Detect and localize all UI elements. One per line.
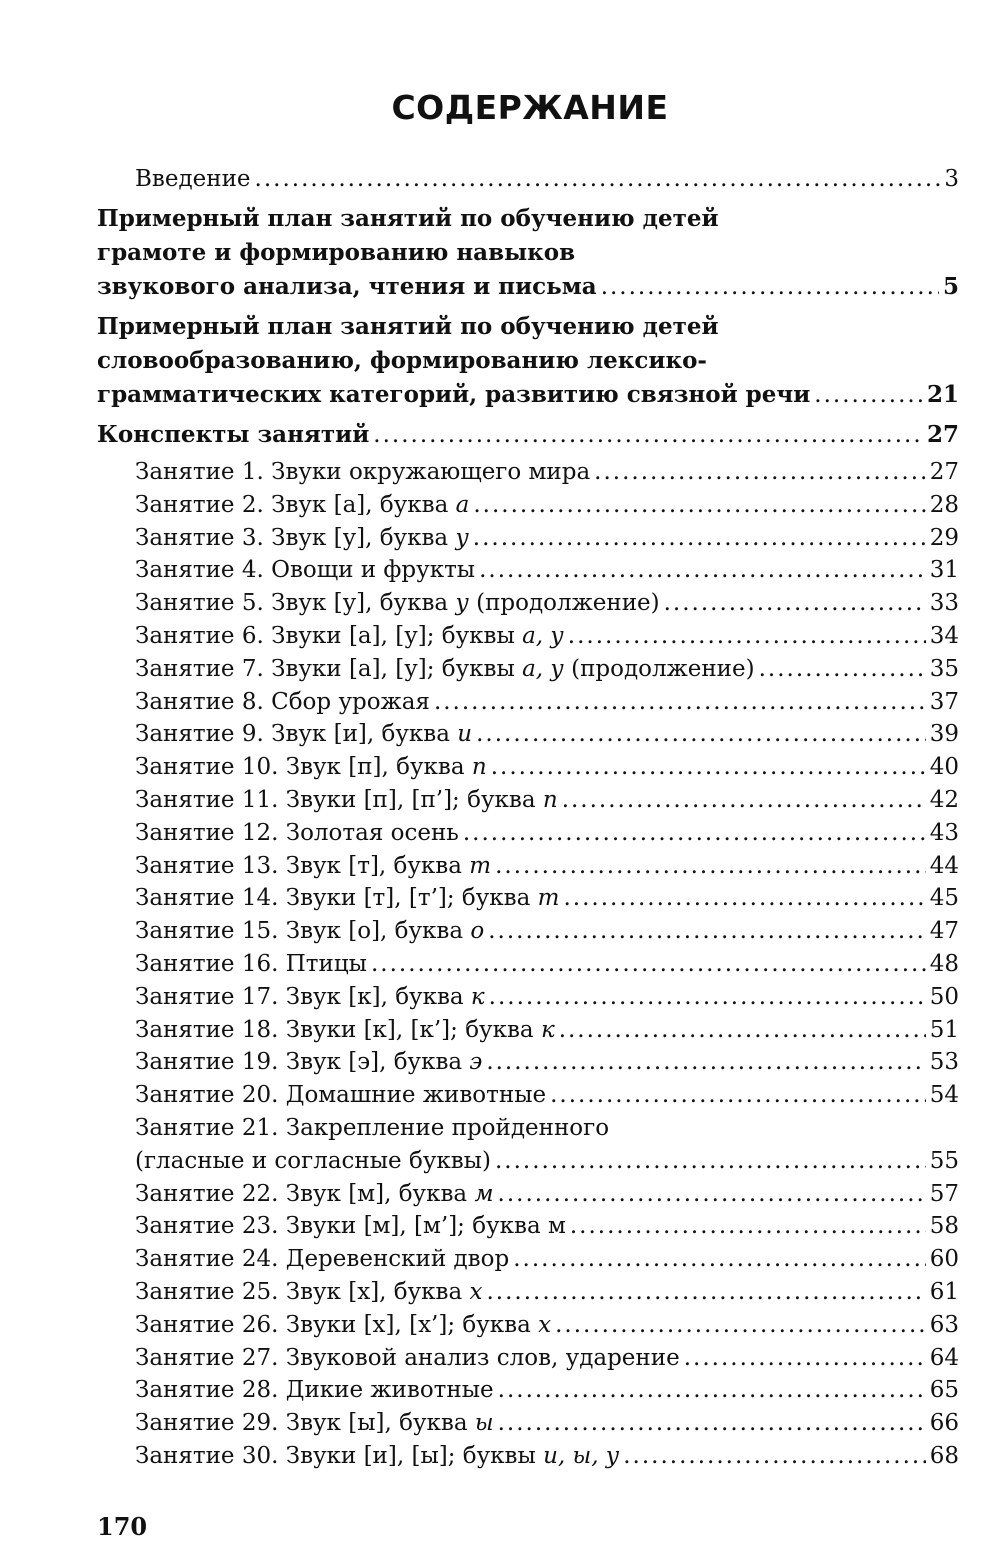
toc-entry-text xyxy=(135,1046,482,1079)
toc-entry-label: Занятие 10. Звук [п], буква xyxy=(135,754,472,781)
toc-entry-last-line xyxy=(135,1210,959,1243)
toc-entry-label: Занятие 15. Звук [о], буква xyxy=(135,918,471,945)
toc-entry-label: Занятие 6. Звуки [а], [у]; буквы xyxy=(135,622,523,649)
dot-leader xyxy=(491,751,926,784)
dot-leader xyxy=(486,1046,925,1079)
toc-page-number: 3 xyxy=(944,166,959,192)
toc-entry-text xyxy=(135,1145,491,1178)
toc-entry-last-line xyxy=(135,1342,959,1375)
toc-entry[interactable] xyxy=(97,1210,959,1243)
dot-leader xyxy=(489,981,926,1014)
toc-entry[interactable] xyxy=(97,1407,959,1440)
toc-entry-label: Занятие 11. Звуки [п], [п’]; буква xyxy=(135,786,543,813)
toc-entry-last-line xyxy=(97,270,959,304)
toc-page-number: 45 xyxy=(929,885,959,912)
dot-leader xyxy=(495,850,926,883)
toc-entry-last-line xyxy=(135,915,959,948)
dot-leader xyxy=(562,784,926,817)
toc-entry-last-line xyxy=(135,1178,959,1211)
toc-entry[interactable] xyxy=(97,915,959,948)
dot-leader xyxy=(479,554,926,587)
toc-entry-text xyxy=(135,1407,494,1440)
dot-leader xyxy=(488,915,925,948)
toc-entry-suffix: (продолжение) xyxy=(468,590,660,617)
toc-entry-last-line xyxy=(135,489,959,522)
toc-entry[interactable] xyxy=(97,981,959,1014)
toc-entry-text xyxy=(135,162,251,196)
toc-page-number: 55 xyxy=(929,1147,959,1174)
dot-leader xyxy=(498,1178,926,1211)
toc-entry-letter: у xyxy=(455,524,469,551)
dot-leader xyxy=(550,1079,926,1112)
toc-entry[interactable] xyxy=(97,784,959,817)
toc-entry-line: Занятие 21. Закрепление пройденного xyxy=(135,1114,610,1141)
toc-page-number: 21 xyxy=(926,381,959,408)
dot-leader xyxy=(434,686,926,719)
toc-entry-text xyxy=(135,1178,494,1211)
toc-entry-text xyxy=(135,456,590,489)
toc-page-number: 35 xyxy=(929,655,959,682)
toc-entry-letter: ы xyxy=(474,1410,494,1437)
table-of-contents xyxy=(97,162,959,1473)
toc-entry-label: Занятие 2. Звук [а], буква xyxy=(135,491,456,518)
toc-entry-letter: м xyxy=(474,1180,494,1207)
toc-page-number: 40 xyxy=(929,754,959,781)
toc-entry-last-line xyxy=(135,1014,959,1047)
toc-entry-last-line xyxy=(135,1374,959,1407)
toc-entry[interactable] xyxy=(97,1112,959,1178)
toc-entry-letter: х xyxy=(538,1311,552,1338)
toc-entry-text xyxy=(135,686,430,719)
toc-page-number: 47 xyxy=(929,918,959,945)
toc-entry-label: Занятие 19. Звук [э], буква xyxy=(135,1049,470,1076)
toc-entry-last-line xyxy=(135,1309,959,1342)
toc-entry-label: Занятие 22. Звук [м], буква xyxy=(135,1180,475,1207)
toc-entry-letter: х xyxy=(469,1278,483,1305)
toc-entry[interactable] xyxy=(97,718,959,751)
toc-entry-label: Занятие 29. Звук [ы], буква xyxy=(135,1410,475,1437)
toc-entry-last-line xyxy=(135,948,959,981)
dot-leader xyxy=(759,653,926,686)
dot-leader xyxy=(473,489,925,522)
toc-entry-label: Занятие 14. Звуки [т], [т’]; буква xyxy=(135,885,538,912)
toc-entry[interactable] xyxy=(97,587,959,620)
dot-leader xyxy=(601,270,939,304)
dot-leader xyxy=(623,1440,925,1473)
toc-page-number: 64 xyxy=(929,1344,959,1371)
toc-entry-label: Занятие 3. Звук [у], буква xyxy=(135,524,456,551)
dot-leader xyxy=(498,1374,926,1407)
toc-entry-text xyxy=(135,1374,494,1407)
toc-entry-last-line xyxy=(135,1440,959,1473)
toc-entry-letter: к xyxy=(470,983,485,1010)
toc-entry[interactable] xyxy=(97,850,959,883)
toc-entry-label: Занятие 12. Золотая осень xyxy=(135,819,459,846)
toc-entry-label: Занятие 27. Звуковой анализ слов, ударение xyxy=(135,1344,680,1371)
toc-entry[interactable] xyxy=(97,1374,959,1407)
toc-entry-last-line xyxy=(135,554,959,587)
toc-entry-line: Примерный план занятий по обучению детей xyxy=(97,313,719,340)
toc-entry-label: Введение xyxy=(135,166,251,192)
toc-entry-text xyxy=(135,718,472,751)
toc-entry[interactable] xyxy=(97,522,959,555)
toc-page-number: 58 xyxy=(929,1213,959,1240)
toc-page-number: 43 xyxy=(929,819,959,846)
toc-entry-last-line xyxy=(135,1407,959,1440)
toc-entry-text xyxy=(135,554,475,587)
toc-entry-last-line xyxy=(135,718,959,751)
toc-entry-label: Занятие 25. Звук [х], буква xyxy=(135,1278,470,1305)
toc-entry[interactable] xyxy=(97,1014,959,1047)
dot-leader xyxy=(473,522,926,555)
toc-page-number: 68 xyxy=(929,1442,959,1469)
toc-page-number: 5 xyxy=(942,273,959,300)
toc-entry-label: звукового анализа, чтения и письма xyxy=(97,273,597,300)
toc-entry-letter: п xyxy=(542,786,558,813)
toc-page-number: 28 xyxy=(929,491,959,518)
dot-leader xyxy=(568,620,926,653)
toc-entry-last-line xyxy=(135,817,959,850)
toc-entry-last-line xyxy=(135,456,959,489)
toc-entry[interactable] xyxy=(97,817,959,850)
toc-entry-last-line xyxy=(135,1079,959,1112)
toc-entry[interactable] xyxy=(97,1440,959,1473)
toc-entry-text xyxy=(135,850,491,883)
toc-entry[interactable] xyxy=(97,882,959,915)
toc-entry-text xyxy=(135,1243,509,1276)
dot-leader xyxy=(487,1276,926,1309)
toc-entry-label: (гласные и согласные буквы) xyxy=(135,1147,491,1174)
toc-entry-label: Занятие 5. Звук [у], буква xyxy=(135,590,456,617)
toc-entry[interactable] xyxy=(97,1046,959,1079)
dot-leader xyxy=(563,882,925,915)
dot-leader xyxy=(463,817,926,850)
dot-leader xyxy=(373,418,923,452)
toc-entry-text xyxy=(135,817,459,850)
toc-entry[interactable] xyxy=(97,751,959,784)
toc-entry[interactable] xyxy=(97,686,959,719)
toc-entry[interactable] xyxy=(97,1276,959,1309)
toc-entry-text xyxy=(97,378,810,412)
toc-page-number: 39 xyxy=(929,721,959,748)
toc-entry-text xyxy=(135,981,485,1014)
dot-leader xyxy=(664,587,926,620)
toc-page-number: 53 xyxy=(929,1049,959,1076)
dot-leader xyxy=(570,1210,926,1243)
toc-entry-letter: а, у xyxy=(522,655,564,682)
toc-entry-text xyxy=(135,1079,546,1112)
toc-page-number: 34 xyxy=(929,622,959,649)
toc-entry[interactable] xyxy=(97,948,959,981)
toc-entry-letter: т xyxy=(469,852,492,879)
dot-leader xyxy=(371,948,926,981)
toc-entry-last-line xyxy=(97,378,959,412)
toc-entry-line: грамоте и формированию навыков xyxy=(97,239,576,266)
toc-entry-text xyxy=(135,1210,566,1243)
toc-entry[interactable] xyxy=(97,554,959,587)
toc-entry[interactable] xyxy=(97,418,959,452)
toc-entry-text xyxy=(135,882,559,915)
toc-entry-text xyxy=(135,1342,680,1375)
toc-entry-label: грамматических категорий, развитию связной речи xyxy=(97,381,811,408)
toc-entry-last-line xyxy=(135,1276,959,1309)
toc-entry-label: Занятие 9. Звук [и], буква xyxy=(135,721,458,748)
dot-leader xyxy=(594,456,926,489)
dot-leader xyxy=(559,1014,926,1047)
toc-page-number: 37 xyxy=(929,688,959,715)
toc-entry-label: Занятие 30. Звуки [и], [ы]; буквы xyxy=(135,1442,544,1469)
toc-entry-last-line xyxy=(135,1145,959,1178)
toc-page-number: 63 xyxy=(929,1311,959,1338)
toc-page-number: 31 xyxy=(929,557,959,584)
toc-entry-last-line xyxy=(135,620,959,653)
toc-entry-text xyxy=(135,915,484,948)
dot-leader xyxy=(476,718,926,751)
toc-entry-last-line xyxy=(135,1046,959,1079)
toc-entry-text xyxy=(135,587,660,620)
toc-entry-letter: э xyxy=(469,1049,483,1076)
toc-entry-last-line xyxy=(135,784,959,817)
toc-entry-text xyxy=(135,1440,619,1473)
toc-entry-label: Занятие 23. Звуки [м], [м’]; буква м xyxy=(135,1213,566,1240)
toc-entry-label: Занятие 13. Звук [т], буква xyxy=(135,852,470,879)
toc-entry-label: Занятие 24. Деревенский двор xyxy=(135,1246,510,1273)
toc-entry-label: Занятие 20. Домашние животные xyxy=(135,1082,547,1109)
toc-entry-last-line xyxy=(135,587,959,620)
toc-entry-label: Занятие 16. Птицы xyxy=(135,950,367,977)
toc-entry-line: Примерный план занятий по обучению детей xyxy=(97,205,719,232)
dot-leader xyxy=(555,1309,926,1342)
toc-entry-text xyxy=(135,1276,483,1309)
toc-entry[interactable] xyxy=(97,1079,959,1112)
toc-page-number: 33 xyxy=(929,590,959,617)
toc-entry-last-line xyxy=(135,653,959,686)
toc-entry-text xyxy=(135,1309,551,1342)
toc-entry-last-line xyxy=(135,522,959,555)
toc-entry-label: Конспекты занятий xyxy=(97,421,370,448)
toc-entry-line: словообразованию, формированию лексико- xyxy=(97,347,707,374)
toc-entry-letter: о xyxy=(470,918,485,945)
toc-entry-last-line xyxy=(97,418,959,452)
toc-page-number: 50 xyxy=(929,983,959,1010)
dot-leader xyxy=(498,1407,926,1440)
toc-entry-last-line xyxy=(135,686,959,719)
page-title: СОДЕРЖАНИЕ xyxy=(391,88,669,127)
toc-entry-letter: а, у xyxy=(522,622,564,649)
toc-entry-text xyxy=(135,489,469,522)
toc-entry-letter: и, ы, у xyxy=(543,1442,620,1469)
page-number: 170 xyxy=(97,1512,148,1541)
toc-page-number: 66 xyxy=(929,1410,959,1437)
toc-entry[interactable] xyxy=(97,1309,959,1342)
toc-page-number: 27 xyxy=(926,421,959,448)
toc-page-number: 29 xyxy=(929,524,959,551)
toc-entry-text xyxy=(135,653,755,686)
toc-entry-label: Занятие 26. Звуки [х], [х’]; буква xyxy=(135,1311,539,1338)
toc-entry-text xyxy=(97,270,597,304)
toc-page-number: 48 xyxy=(929,950,959,977)
toc-entry-text xyxy=(135,751,487,784)
toc-entry-label: Занятие 7. Звуки [а], [у]; буквы xyxy=(135,655,523,682)
toc-page-number: 65 xyxy=(929,1377,959,1404)
toc-entry-text xyxy=(135,948,367,981)
toc-page-number: 44 xyxy=(929,852,959,879)
toc-entry-last-line xyxy=(135,981,959,1014)
toc-entry-letter: п xyxy=(471,754,487,781)
toc-entry-label: Занятие 28. Дикие животные xyxy=(135,1377,494,1404)
toc-entry-last-line xyxy=(135,882,959,915)
toc-entry[interactable] xyxy=(97,1243,959,1276)
toc-page-number: 61 xyxy=(929,1278,959,1305)
toc-entry-label: Занятие 17. Звук [к], буква xyxy=(135,983,471,1010)
toc-entry-text xyxy=(97,418,369,452)
toc-entry-label: Занятие 8. Сбор урожая xyxy=(135,688,430,715)
toc-entry[interactable] xyxy=(97,653,959,686)
toc-entry[interactable] xyxy=(97,202,959,304)
toc-entry[interactable] xyxy=(97,489,959,522)
toc-entry-label: Занятие 4. Овощи и фрукты xyxy=(135,557,476,584)
toc-entry-last-line xyxy=(135,1243,959,1276)
toc-page-number: 51 xyxy=(929,1016,959,1043)
toc-page-number: 54 xyxy=(929,1082,959,1109)
toc-page-number: 42 xyxy=(929,786,959,813)
toc-entry-letter: а xyxy=(455,491,470,518)
dot-leader xyxy=(814,378,923,412)
toc-page-number: 60 xyxy=(929,1246,959,1273)
toc-entry-letter: и xyxy=(457,721,473,748)
toc-entry[interactable] xyxy=(97,456,959,489)
toc-entry-text xyxy=(135,784,558,817)
toc-entry-letter: у xyxy=(455,590,469,617)
toc-entry-letter: т xyxy=(537,885,560,912)
toc-entry-text xyxy=(135,620,564,653)
toc-entry-letter: к xyxy=(540,1016,555,1043)
toc-entry[interactable] xyxy=(97,1178,959,1211)
toc-entry-last-line xyxy=(135,751,959,784)
toc-entry-suffix: (продолжение) xyxy=(563,655,755,682)
toc-entry[interactable] xyxy=(97,310,959,412)
toc-entry-label: Занятие 1. Звуки окружающего мира xyxy=(135,459,591,485)
toc-page-number: 57 xyxy=(929,1180,959,1207)
dot-leader xyxy=(513,1243,926,1276)
dot-leader xyxy=(684,1342,926,1375)
dot-leader xyxy=(255,162,941,196)
toc-entry-text xyxy=(135,522,469,555)
toc-entry-last-line xyxy=(135,850,959,883)
toc-page-number: 27 xyxy=(929,459,959,485)
toc-entry[interactable] xyxy=(97,162,959,196)
dot-leader xyxy=(495,1145,926,1178)
toc-entry[interactable] xyxy=(97,620,959,653)
toc-entry-last-line xyxy=(135,162,959,196)
toc-entry[interactable] xyxy=(97,1342,959,1375)
toc-entry-text xyxy=(135,1014,555,1047)
toc-entry-label: Занятие 18. Звуки [к], [к’]; буква xyxy=(135,1016,541,1043)
